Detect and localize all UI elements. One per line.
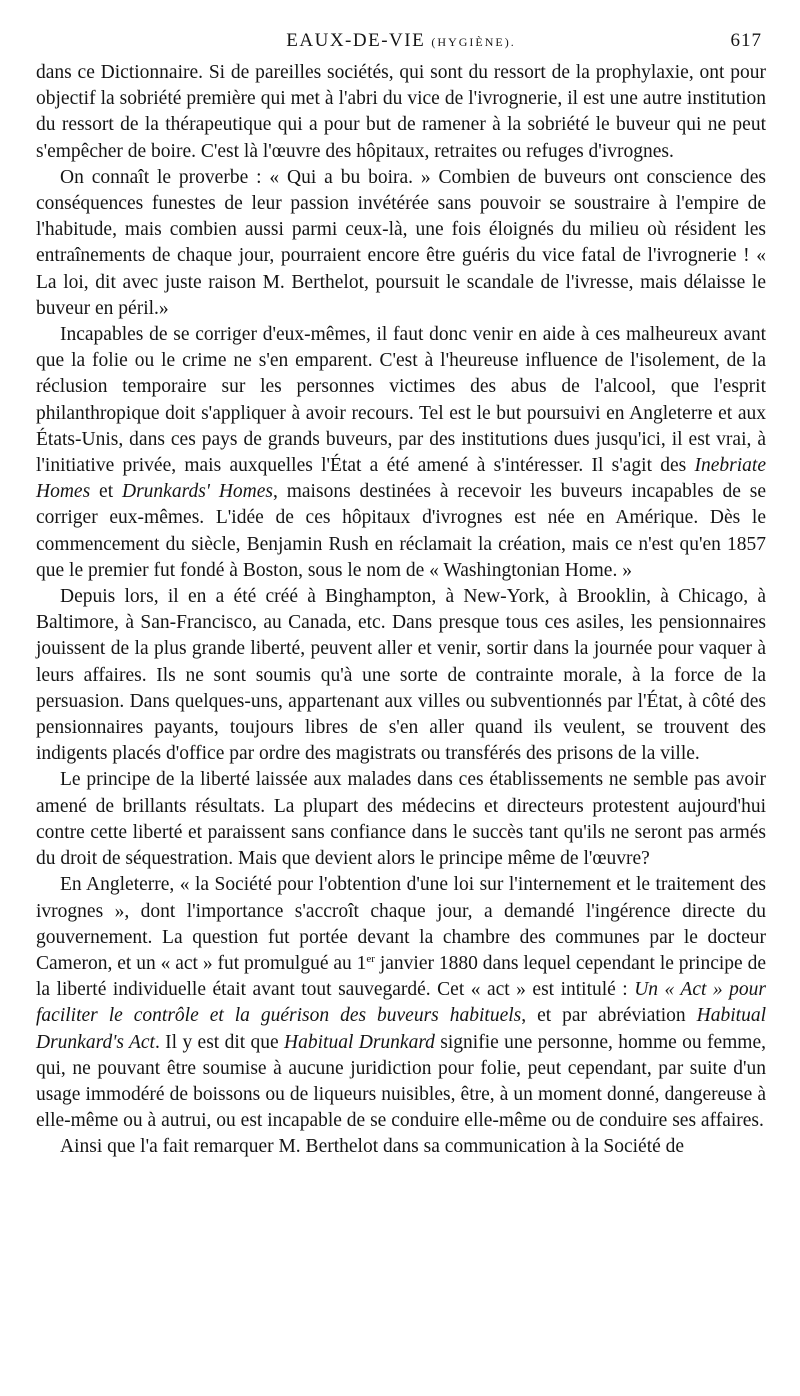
text-run: , et par abréviation xyxy=(521,1005,697,1027)
page-number: 617 xyxy=(730,30,762,51)
paragraph xyxy=(36,60,766,165)
superscript-text: er xyxy=(366,952,375,965)
text-run: On connaît le proverbe : « Qui a bu boira. » Combien de buveurs ont conscience des conséquences funestes de leur passion invétérée sans pouvoir se soustraire à l'empire de l'habitude, mais combien aussi parmi ceux-là, une fois éloignés du milieu où résident les entraînements de chaque jour, pourraient encore être guéris du vice fatal de l'ivrognerie ! « La loi, dit avec juste raison M. Berthelot, poursuit le scandale de l'ivresse, mais délaisse le buveur en péril.» xyxy=(36,166,766,319)
paragraph xyxy=(36,165,766,322)
header-title: EAUX-DE-VIE xyxy=(286,30,426,51)
italic-text: Drunkards' Homes xyxy=(122,481,273,503)
text-run: Le principe de la liberté laissée aux malades dans ces établissements ne semble pas avoir amené de brillants résultats. La plupart des médecins et directeurs protestent aujourd'hui contre cette liberté et paraissent sans confiance dans le succès tant qu'ils ne seront pas armés du droit de séquestration. Mais que devient alors le principe même de l'œuvre? xyxy=(36,769,766,870)
text-run: . Il y est dit que xyxy=(154,1031,285,1053)
text-run: et xyxy=(90,481,122,503)
text-run: signifie une personne, homme ou femme, qui, ne pouvant être soumise à aucune juridiction pour folie, peut cependant, par suite d'un usage immodéré de boissons ou de liqueurs nuisibles, être, à un moment donné, dangereuse à elle-même ou à autrui, ou est incapable de se conduire elle-même ou de conduire ses affaires. xyxy=(36,1031,766,1132)
text-run: dans ce Dictionnaire. Si de pareilles sociétés, qui sont du ressort de la prophylaxie, ont pour objectif la sobriété première qui met à l'abri du vice de l'ivrognerie, il est une autre institution du ressort de la thérapeutique qui a pour but de ramener à la sobriété le buveur qui ne peut s'empêcher de boire. C'est là l'œuvre des hôpitaux, retraites ou refuges d'ivrognes. xyxy=(36,62,766,162)
header-section: (HYGIÈNE). xyxy=(431,35,516,49)
text-run: janvier 1880 dans lequel cependant le principe de la liberté individuelle était avant tout sauvegardé. Cet « act » est intitulé : xyxy=(36,952,766,1001)
text-run: Ainsi que l'a fait remarquer M. Berthelot dans sa communication à la Société de xyxy=(60,1136,685,1158)
paragraph xyxy=(36,1134,766,1160)
italic-text: Un « Act » pour faciliter le contrôle et la guérison des buveurs habituels xyxy=(36,979,766,1027)
body-text xyxy=(36,60,766,1161)
text-run: Incapables de se corriger d'eux-mêmes, il faut donc venir en aide à ces malheureux avant que la folie ou le crime ne s'en emparent. C'est à l'heureuse influence de l'isolement, de la réclusion temporaire sur les personnes victimes des abus de l'alcool, que l'esprit philanthropique doit s'appliquer à avoir recours. Tel est le but poursuivi en Angleterre et aux États-Unis, dans ces pays de grands buveurs, par des institutions dues jusqu'ici, il est vrai, à l'initiative privée, mais auxquelles l'État a été amené à s'intéresser. Il s'agit des xyxy=(36,324,766,477)
italic-text: Inebriate Homes xyxy=(36,455,766,503)
text-run: En Angleterre, « la Société pour l'obtention d'une loi sur l'internement et le traitement des ivrognes », dont l'importance s'accroît chaque jour, a demandé l'ingérence directe du gouvernement. La question fut portée devant la chambre des communes par le docteur Cameron, et un « act » fut promulgué au 1 xyxy=(36,874,766,974)
paragraph xyxy=(36,767,766,872)
italic-text: Habitual Drunkard's Act xyxy=(36,1005,766,1053)
paragraph xyxy=(36,872,766,1134)
italic-text: Habitual Drunkard xyxy=(284,1031,435,1053)
text-run: Depuis lors, il en a été créé à Binghampton, à New-York, à Brooklin, à Chicago, à Baltimore, à San-Francisco, au Canada, etc. Dans presque tous ces asiles, les pensionnaires jouissent de la plus grande liberté, peuvent aller et venir, sortir dans la journée pour vaquer à leurs affaires. Ils ne sont soumis qu'à une sorte de contrainte morale, à la force de la persuasion. Dans quelques-uns, appartenant aux villes ou subventionnés par l'État, à côté des pensionnaires payants, toujours libres de s'en aller quand ils veulent, se trouvent des indigents placés d'office par ordre des magistrats ou transférés des prisons de la ville. xyxy=(36,586,766,765)
paragraph xyxy=(36,322,766,584)
paragraph xyxy=(36,584,766,767)
running-header xyxy=(36,30,766,60)
text-run: , maisons destinées à recevoir les buveurs incapables de se corriger eux-mêmes. L'idée de ces hôpitaux d'ivrognes est née en Amérique. Dès le commencement du siècle, Benjamin Rush en réclamait la création, mais ce n'est qu'en 1857 que le premier fut fondé à Boston, sous le nom de « Washingtonian Home. » xyxy=(36,481,766,581)
running-title xyxy=(286,30,515,52)
